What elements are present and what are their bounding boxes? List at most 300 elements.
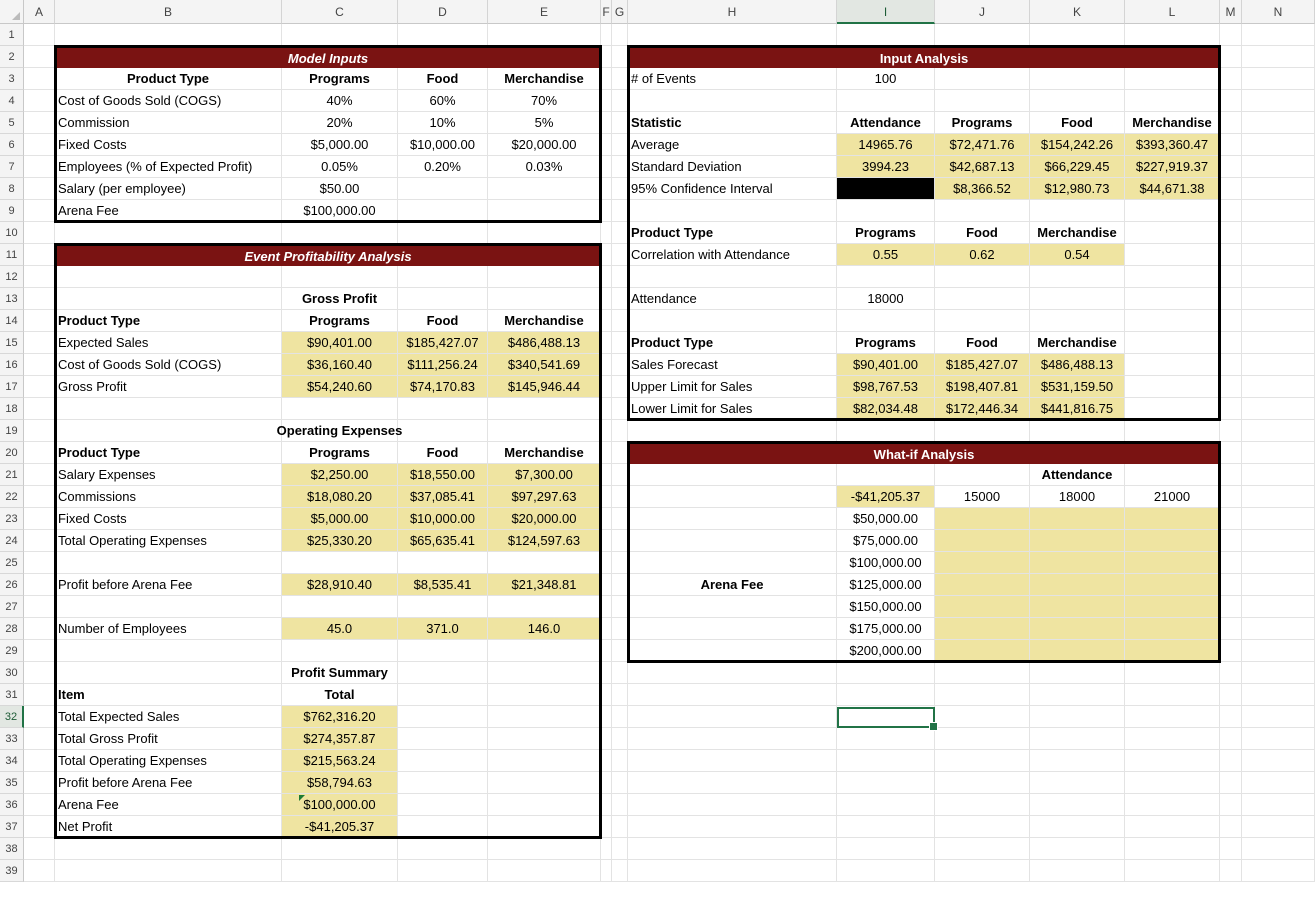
cell-k17[interactable]: $531,159.50 bbox=[1030, 376, 1125, 398]
cell-k25[interactable] bbox=[1030, 552, 1125, 574]
grid-cell[interactable] bbox=[612, 794, 628, 816]
cell-c31[interactable]: Total bbox=[282, 684, 398, 706]
grid-cell[interactable] bbox=[837, 266, 935, 288]
grid-cell[interactable] bbox=[24, 508, 55, 530]
cell-j7[interactable]: $42,687.13 bbox=[935, 156, 1030, 178]
cell-b17[interactable]: Gross Profit bbox=[55, 376, 282, 398]
cell-j27[interactable] bbox=[935, 596, 1030, 618]
grid-cell[interactable] bbox=[1220, 398, 1242, 420]
grid-cell[interactable] bbox=[1220, 376, 1242, 398]
column-header-i[interactable]: I bbox=[837, 0, 935, 24]
cell-i10[interactable]: Programs bbox=[837, 222, 935, 244]
grid-cell[interactable] bbox=[398, 772, 488, 794]
grid-cell[interactable] bbox=[612, 46, 628, 68]
column-header-c[interactable]: C bbox=[282, 0, 398, 24]
cell-i27[interactable]: $150,000.00 bbox=[837, 596, 935, 618]
grid-cell[interactable] bbox=[488, 222, 601, 244]
cell-k15[interactable]: Merchandise bbox=[1030, 332, 1125, 354]
grid-cell[interactable] bbox=[1242, 112, 1315, 134]
grid-cell[interactable] bbox=[1220, 24, 1242, 46]
grid-cell[interactable] bbox=[488, 288, 601, 310]
grid-cell[interactable] bbox=[1030, 684, 1125, 706]
grid-cell[interactable] bbox=[398, 420, 488, 442]
grid-cell[interactable] bbox=[601, 662, 612, 684]
grid-cell[interactable] bbox=[837, 24, 935, 46]
cell-b3[interactable]: Product Type bbox=[55, 68, 282, 90]
grid-cell[interactable] bbox=[601, 706, 612, 728]
grid-cell[interactable] bbox=[398, 222, 488, 244]
grid-cell[interactable] bbox=[935, 772, 1030, 794]
grid-cell[interactable] bbox=[1220, 618, 1242, 640]
row-header-8[interactable]: 8 bbox=[0, 178, 24, 200]
cell-d7[interactable]: 0.20% bbox=[398, 156, 488, 178]
cell-i22[interactable]: -$41,205.37 bbox=[837, 486, 935, 508]
grid-cell[interactable] bbox=[1242, 508, 1315, 530]
grid-cell[interactable] bbox=[24, 728, 55, 750]
grid-cell[interactable] bbox=[1242, 838, 1315, 860]
grid-cell[interactable] bbox=[1030, 816, 1125, 838]
cell-c33[interactable]: $274,357.87 bbox=[282, 728, 398, 750]
grid-cell[interactable] bbox=[837, 310, 935, 332]
grid-cell[interactable] bbox=[612, 464, 628, 486]
grid-cell[interactable] bbox=[601, 244, 612, 266]
grid-cell[interactable] bbox=[612, 486, 628, 508]
cell-b26[interactable]: Profit before Arena Fee bbox=[55, 574, 282, 596]
grid-cell[interactable] bbox=[398, 750, 488, 772]
grid-cell[interactable] bbox=[488, 596, 601, 618]
grid-cell[interactable] bbox=[24, 662, 55, 684]
grid-cell[interactable] bbox=[612, 376, 628, 398]
cell-i16[interactable]: $90,401.00 bbox=[837, 354, 935, 376]
grid-cell[interactable] bbox=[837, 90, 935, 112]
grid-cell[interactable] bbox=[282, 596, 398, 618]
grid-cell[interactable] bbox=[612, 68, 628, 90]
grid-cell[interactable] bbox=[935, 200, 1030, 222]
grid-cell[interactable] bbox=[601, 398, 612, 420]
cell-b6[interactable]: Fixed Costs bbox=[55, 134, 282, 156]
grid-cell[interactable] bbox=[1030, 266, 1125, 288]
grid-cell[interactable] bbox=[1030, 794, 1125, 816]
grid-cell[interactable] bbox=[612, 640, 628, 662]
cell-j5[interactable]: Programs bbox=[935, 112, 1030, 134]
grid-cell[interactable] bbox=[488, 266, 601, 288]
grid-cell[interactable] bbox=[55, 398, 282, 420]
grid-cell[interactable] bbox=[601, 200, 612, 222]
grid-cell[interactable] bbox=[24, 684, 55, 706]
grid-cell[interactable] bbox=[837, 728, 935, 750]
grid-cell[interactable] bbox=[1125, 772, 1220, 794]
cell-j26[interactable] bbox=[935, 574, 1030, 596]
grid-cell[interactable] bbox=[282, 860, 398, 882]
grid-cell[interactable] bbox=[612, 860, 628, 882]
row-header-7[interactable]: 7 bbox=[0, 156, 24, 178]
grid-cell[interactable] bbox=[1220, 684, 1242, 706]
cell-k11[interactable]: 0.54 bbox=[1030, 244, 1125, 266]
cell-i11[interactable]: 0.55 bbox=[837, 244, 935, 266]
row-header-3[interactable]: 3 bbox=[0, 68, 24, 90]
grid-cell[interactable] bbox=[628, 90, 837, 112]
row-header-33[interactable]: 33 bbox=[0, 728, 24, 750]
grid-cell[interactable] bbox=[612, 266, 628, 288]
cell-j8[interactable]: $8,366.52 bbox=[935, 178, 1030, 200]
grid-cell[interactable] bbox=[612, 618, 628, 640]
column-header-d[interactable]: D bbox=[398, 0, 488, 24]
cell-e3[interactable]: Merchandise bbox=[488, 68, 601, 90]
row-header-13[interactable]: 13 bbox=[0, 288, 24, 310]
row-header-21[interactable]: 21 bbox=[0, 464, 24, 486]
grid-cell[interactable] bbox=[837, 816, 935, 838]
grid-cell[interactable] bbox=[612, 354, 628, 376]
grid-cell[interactable] bbox=[398, 596, 488, 618]
grid-cell[interactable] bbox=[612, 398, 628, 420]
cell-i13[interactable]: 18000 bbox=[837, 288, 935, 310]
grid-cell[interactable] bbox=[24, 464, 55, 486]
grid-cell[interactable] bbox=[1125, 222, 1220, 244]
grid-cell[interactable] bbox=[1220, 816, 1242, 838]
grid-cell[interactable] bbox=[398, 860, 488, 882]
grid-cell[interactable] bbox=[24, 310, 55, 332]
grid-cell[interactable] bbox=[1242, 552, 1315, 574]
cell-e20[interactable]: Merchandise bbox=[488, 442, 601, 464]
grid-cell[interactable] bbox=[1030, 288, 1125, 310]
grid-cell[interactable] bbox=[1220, 332, 1242, 354]
cell-j11[interactable]: 0.62 bbox=[935, 244, 1030, 266]
grid-cell[interactable] bbox=[1242, 860, 1315, 882]
grid-cell[interactable] bbox=[935, 794, 1030, 816]
grid-cell[interactable] bbox=[1242, 156, 1315, 178]
grid-cell[interactable] bbox=[628, 200, 837, 222]
cell-b8[interactable]: Salary (per employee) bbox=[55, 178, 282, 200]
grid-cell[interactable] bbox=[612, 838, 628, 860]
grid-cell[interactable] bbox=[488, 750, 601, 772]
cell-c14[interactable]: Programs bbox=[282, 310, 398, 332]
grid-cell[interactable] bbox=[837, 464, 935, 486]
grid-cell[interactable] bbox=[935, 816, 1030, 838]
grid-cell[interactable] bbox=[628, 772, 837, 794]
grid-cell[interactable] bbox=[1125, 398, 1220, 420]
cell-b31[interactable]: Item bbox=[55, 684, 282, 706]
cell-j6[interactable]: $72,471.76 bbox=[935, 134, 1030, 156]
section-banner-input-analysis[interactable]: Input Analysis bbox=[628, 48, 1220, 68]
grid-cell[interactable] bbox=[601, 90, 612, 112]
row-header-26[interactable]: 26 bbox=[0, 574, 24, 596]
grid-cell[interactable] bbox=[1220, 464, 1242, 486]
grid-cell[interactable] bbox=[601, 442, 612, 464]
grid-cell[interactable] bbox=[1242, 310, 1315, 332]
cell-d3[interactable]: Food bbox=[398, 68, 488, 90]
grid-cell[interactable] bbox=[601, 310, 612, 332]
cell-e16[interactable]: $340,541.69 bbox=[488, 354, 601, 376]
grid-cell[interactable] bbox=[1242, 772, 1315, 794]
cell-i23[interactable]: $50,000.00 bbox=[837, 508, 935, 530]
cell-h13[interactable]: Attendance bbox=[628, 288, 837, 310]
row-header-22[interactable]: 22 bbox=[0, 486, 24, 508]
grid-cell[interactable] bbox=[935, 684, 1030, 706]
grid-cell[interactable] bbox=[935, 838, 1030, 860]
grid-cell[interactable] bbox=[601, 222, 612, 244]
cell-c30[interactable]: Profit Summary bbox=[282, 662, 398, 684]
cell-c3[interactable]: Programs bbox=[282, 68, 398, 90]
grid-cell[interactable] bbox=[601, 728, 612, 750]
grid-cell[interactable] bbox=[628, 464, 837, 486]
column-header-b[interactable]: B bbox=[55, 0, 282, 24]
cell-k26[interactable] bbox=[1030, 574, 1125, 596]
cell-e23[interactable]: $20,000.00 bbox=[488, 508, 601, 530]
grid-cell[interactable] bbox=[24, 156, 55, 178]
grid-cell[interactable] bbox=[1220, 662, 1242, 684]
column-header-f[interactable]: F bbox=[601, 0, 612, 24]
grid-cell[interactable] bbox=[1242, 244, 1315, 266]
cell-l22[interactable]: 21000 bbox=[1125, 486, 1220, 508]
grid-cell[interactable] bbox=[628, 508, 837, 530]
grid-cell[interactable] bbox=[628, 552, 837, 574]
select-all-corner[interactable] bbox=[0, 0, 24, 24]
grid-cell[interactable] bbox=[612, 662, 628, 684]
row-header-19[interactable]: 19 bbox=[0, 420, 24, 442]
grid-cell[interactable] bbox=[398, 398, 488, 420]
cell-h26[interactable]: Arena Fee bbox=[628, 574, 837, 596]
column-header-h[interactable]: H bbox=[628, 0, 837, 24]
grid-cell[interactable] bbox=[24, 486, 55, 508]
grid-cell[interactable] bbox=[1125, 354, 1220, 376]
grid-cell[interactable] bbox=[612, 596, 628, 618]
grid-cell[interactable] bbox=[24, 134, 55, 156]
grid-cell[interactable] bbox=[24, 706, 55, 728]
grid-cell[interactable] bbox=[1220, 112, 1242, 134]
cell-l5[interactable]: Merchandise bbox=[1125, 112, 1220, 134]
cell-k5[interactable]: Food bbox=[1030, 112, 1125, 134]
grid-cell[interactable] bbox=[1125, 662, 1220, 684]
grid-cell[interactable] bbox=[398, 200, 488, 222]
grid-cell[interactable] bbox=[1242, 288, 1315, 310]
cell-e21[interactable]: $7,300.00 bbox=[488, 464, 601, 486]
cell-d23[interactable]: $10,000.00 bbox=[398, 508, 488, 530]
grid-cell[interactable] bbox=[612, 508, 628, 530]
grid-cell[interactable] bbox=[1030, 728, 1125, 750]
grid-cell[interactable] bbox=[282, 266, 398, 288]
grid-cell[interactable] bbox=[24, 68, 55, 90]
cell-b21[interactable]: Salary Expenses bbox=[55, 464, 282, 486]
cell-d5[interactable]: 10% bbox=[398, 112, 488, 134]
cell-b20[interactable]: Product Type bbox=[55, 442, 282, 464]
cell-j25[interactable] bbox=[935, 552, 1030, 574]
grid-cell[interactable] bbox=[24, 816, 55, 838]
grid-cell[interactable] bbox=[1242, 618, 1315, 640]
cell-d14[interactable]: Food bbox=[398, 310, 488, 332]
cell-i26[interactable]: $125,000.00 bbox=[837, 574, 935, 596]
row-header-2[interactable]: 2 bbox=[0, 46, 24, 68]
cell-l23[interactable] bbox=[1125, 508, 1220, 530]
cell-i6[interactable]: 14965.76 bbox=[837, 134, 935, 156]
row-header-6[interactable]: 6 bbox=[0, 134, 24, 156]
grid-cell[interactable] bbox=[24, 112, 55, 134]
grid-cell[interactable] bbox=[612, 728, 628, 750]
grid-cell[interactable] bbox=[601, 508, 612, 530]
cell-i24[interactable]: $75,000.00 bbox=[837, 530, 935, 552]
grid-cell[interactable] bbox=[628, 486, 837, 508]
grid-cell[interactable] bbox=[612, 90, 628, 112]
grid-cell[interactable] bbox=[55, 288, 282, 310]
grid-cell[interactable] bbox=[612, 200, 628, 222]
grid-cell[interactable] bbox=[1220, 508, 1242, 530]
grid-cell[interactable] bbox=[24, 178, 55, 200]
column-header-m[interactable]: M bbox=[1220, 0, 1242, 24]
grid-cell[interactable] bbox=[1220, 772, 1242, 794]
cell-b35[interactable]: Profit before Arena Fee bbox=[55, 772, 282, 794]
grid-cell[interactable] bbox=[1030, 24, 1125, 46]
grid-cell[interactable] bbox=[628, 662, 837, 684]
grid-cell[interactable] bbox=[24, 90, 55, 112]
cell-h15[interactable]: Product Type bbox=[628, 332, 837, 354]
grid-cell[interactable] bbox=[24, 398, 55, 420]
cell-c23[interactable]: $5,000.00 bbox=[282, 508, 398, 530]
cell-d4[interactable]: 60% bbox=[398, 90, 488, 112]
grid-cell[interactable] bbox=[1125, 706, 1220, 728]
cell-c4[interactable]: 40% bbox=[282, 90, 398, 112]
cell-c20[interactable]: Programs bbox=[282, 442, 398, 464]
row-header-34[interactable]: 34 bbox=[0, 750, 24, 772]
grid-cell[interactable] bbox=[282, 24, 398, 46]
cell-c8[interactable]: $50.00 bbox=[282, 178, 398, 200]
grid-cell[interactable] bbox=[1242, 24, 1315, 46]
grid-cell[interactable] bbox=[935, 310, 1030, 332]
grid-cell[interactable] bbox=[398, 266, 488, 288]
grid-cell[interactable] bbox=[488, 200, 601, 222]
grid-cell[interactable] bbox=[601, 420, 612, 442]
grid-cell[interactable] bbox=[612, 134, 628, 156]
grid-cell[interactable] bbox=[488, 816, 601, 838]
grid-cell[interactable] bbox=[1242, 464, 1315, 486]
grid-cell[interactable] bbox=[55, 640, 282, 662]
cell-k18[interactable]: $441,816.75 bbox=[1030, 398, 1125, 420]
grid-cell[interactable] bbox=[837, 706, 935, 728]
grid-cell[interactable] bbox=[628, 728, 837, 750]
cell-c7[interactable]: 0.05% bbox=[282, 156, 398, 178]
cell-c9[interactable]: $100,000.00 bbox=[282, 200, 398, 222]
grid-cell[interactable] bbox=[398, 552, 488, 574]
grid-cell[interactable] bbox=[612, 332, 628, 354]
grid-cell[interactable] bbox=[1242, 332, 1315, 354]
cell-b5[interactable]: Commission bbox=[55, 112, 282, 134]
grid-cell[interactable] bbox=[1242, 134, 1315, 156]
grid-cell[interactable] bbox=[1220, 288, 1242, 310]
grid-cell[interactable] bbox=[24, 750, 55, 772]
grid-cell[interactable] bbox=[1242, 640, 1315, 662]
row-header-31[interactable]: 31 bbox=[0, 684, 24, 706]
grid-cell[interactable] bbox=[601, 486, 612, 508]
grid-cell[interactable] bbox=[935, 90, 1030, 112]
grid-cell[interactable] bbox=[612, 684, 628, 706]
cell-h17[interactable]: Upper Limit for Sales bbox=[628, 376, 837, 398]
row-header-12[interactable]: 12 bbox=[0, 266, 24, 288]
cell-b22[interactable]: Commissions bbox=[55, 486, 282, 508]
cell-k10[interactable]: Merchandise bbox=[1030, 222, 1125, 244]
grid-cell[interactable] bbox=[837, 200, 935, 222]
cell-k29[interactable] bbox=[1030, 640, 1125, 662]
grid-cell[interactable] bbox=[1125, 24, 1220, 46]
grid-cell[interactable] bbox=[1030, 310, 1125, 332]
grid-cell[interactable] bbox=[1242, 596, 1315, 618]
grid-cell[interactable] bbox=[1220, 706, 1242, 728]
cell-e4[interactable]: 70% bbox=[488, 90, 601, 112]
cell-error-indicator-icon[interactable] bbox=[299, 795, 305, 801]
grid-cell[interactable] bbox=[1220, 68, 1242, 90]
grid-cell[interactable] bbox=[1125, 266, 1220, 288]
grid-cell[interactable] bbox=[488, 178, 601, 200]
cell-e28[interactable]: 146.0 bbox=[488, 618, 601, 640]
grid-cell[interactable] bbox=[1242, 662, 1315, 684]
row-header-28[interactable]: 28 bbox=[0, 618, 24, 640]
column-header-n[interactable]: N bbox=[1242, 0, 1315, 24]
grid-cell[interactable] bbox=[628, 24, 837, 46]
cell-c34[interactable]: $215,563.24 bbox=[282, 750, 398, 772]
grid-cell[interactable] bbox=[612, 706, 628, 728]
grid-cell[interactable] bbox=[1242, 354, 1315, 376]
cell-i25[interactable]: $100,000.00 bbox=[837, 552, 935, 574]
cell-d17[interactable]: $74,170.83 bbox=[398, 376, 488, 398]
grid-cell[interactable] bbox=[601, 134, 612, 156]
grid-cell[interactable] bbox=[612, 442, 628, 464]
grid-cell[interactable] bbox=[488, 772, 601, 794]
cell-j28[interactable] bbox=[935, 618, 1030, 640]
cell-e14[interactable]: Merchandise bbox=[488, 310, 601, 332]
cell-k16[interactable]: $486,488.13 bbox=[1030, 354, 1125, 376]
grid-cell[interactable] bbox=[601, 618, 612, 640]
cell-e6[interactable]: $20,000.00 bbox=[488, 134, 601, 156]
cell-d15[interactable]: $185,427.07 bbox=[398, 332, 488, 354]
grid-cell[interactable] bbox=[282, 222, 398, 244]
grid-cell[interactable] bbox=[488, 552, 601, 574]
cell-c15[interactable]: $90,401.00 bbox=[282, 332, 398, 354]
grid-cell[interactable] bbox=[1220, 750, 1242, 772]
grid-cell[interactable] bbox=[1220, 860, 1242, 882]
grid-cell[interactable] bbox=[55, 24, 282, 46]
grid-cell[interactable] bbox=[612, 816, 628, 838]
grid-cell[interactable] bbox=[1220, 134, 1242, 156]
grid-cell[interactable] bbox=[1030, 90, 1125, 112]
grid-cell[interactable] bbox=[55, 838, 282, 860]
grid-cell[interactable] bbox=[612, 574, 628, 596]
cell-j17[interactable]: $198,407.81 bbox=[935, 376, 1030, 398]
grid-cell[interactable] bbox=[24, 618, 55, 640]
grid-cell[interactable] bbox=[282, 552, 398, 574]
row-header-24[interactable]: 24 bbox=[0, 530, 24, 552]
cell-e26[interactable]: $21,348.81 bbox=[488, 574, 601, 596]
grid-cell[interactable] bbox=[935, 464, 1030, 486]
grid-cell[interactable] bbox=[935, 860, 1030, 882]
cell-c21[interactable]: $2,250.00 bbox=[282, 464, 398, 486]
grid-cell[interactable] bbox=[24, 376, 55, 398]
grid-cell[interactable] bbox=[935, 288, 1030, 310]
grid-cell[interactable] bbox=[601, 288, 612, 310]
cell-b7[interactable]: Employees (% of Expected Profit) bbox=[55, 156, 282, 178]
cell-d6[interactable]: $10,000.00 bbox=[398, 134, 488, 156]
grid-cell[interactable] bbox=[24, 530, 55, 552]
grid-cell[interactable] bbox=[628, 816, 837, 838]
grid-cell[interactable] bbox=[1242, 728, 1315, 750]
grid-cell[interactable] bbox=[612, 552, 628, 574]
grid-cell[interactable] bbox=[601, 332, 612, 354]
grid-cell[interactable] bbox=[1220, 552, 1242, 574]
grid-cell[interactable] bbox=[601, 794, 612, 816]
grid-cell[interactable] bbox=[1220, 354, 1242, 376]
row-header-39[interactable]: 39 bbox=[0, 860, 24, 882]
grid-cell[interactable] bbox=[1220, 178, 1242, 200]
grid-cell[interactable] bbox=[628, 310, 837, 332]
grid-cell[interactable] bbox=[601, 640, 612, 662]
grid-cell[interactable] bbox=[1242, 684, 1315, 706]
grid-cell[interactable] bbox=[628, 794, 837, 816]
